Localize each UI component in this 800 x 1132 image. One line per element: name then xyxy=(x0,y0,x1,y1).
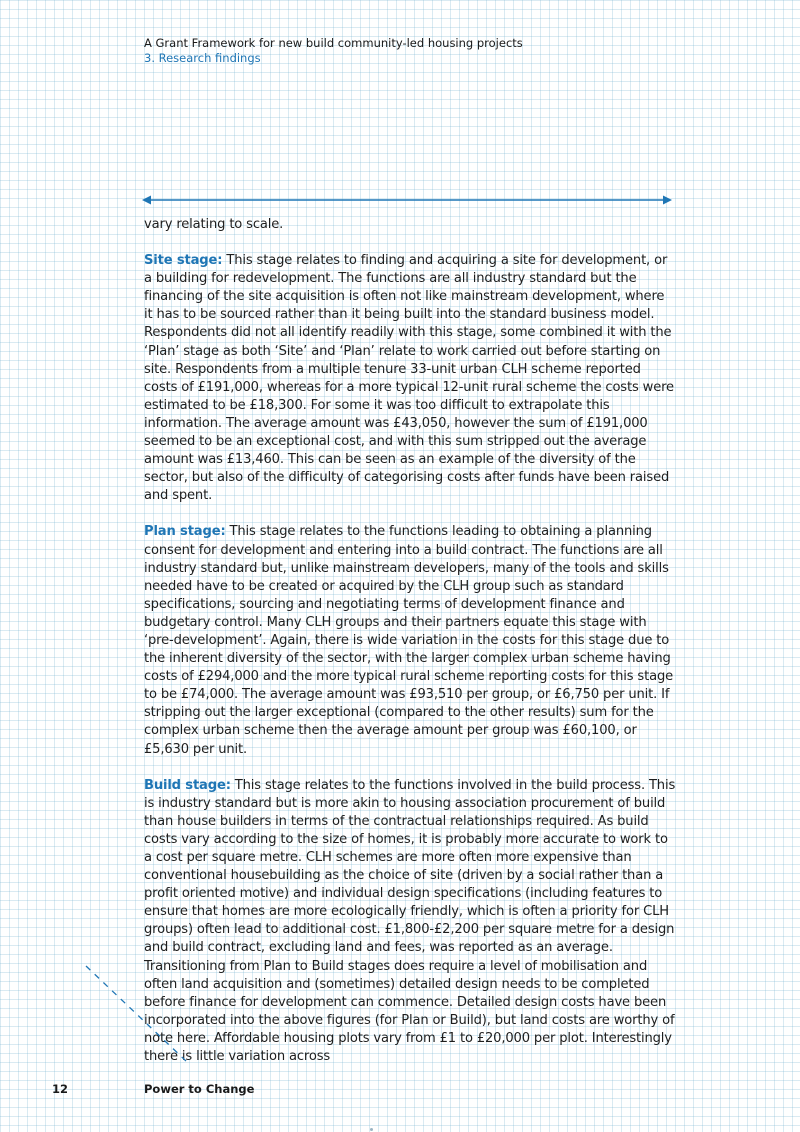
site-stage-text: This stage relates to finding and acquiring a site for development, or a building for redevelopment. The functions are all industry standard but the financing of the site acquisition is often not like mainstream development, where it has to be sourced rather than it being built into the standard business model. Respondents did not all identify readily with this stage, some combined it with the ‘Plan’ stage as both ‘Site’ and ‘Plan’ relate to work carried out before starting on site. Respondents from a multiple tenure 33-unit urban CLH scheme reported costs of £191,000, whereas for a more typical 12-unit rural scheme the costs were estimated to be £18,300. For some it was too difficult to extrapolate this information. The average amount was £43,050, however the sum of £191,000 seemed to be an exceptional cost, and with this sum stripped out the average amount was £13,460. This can be seen as an example of the diversity of the sector, but also of the difficulty of categorising costs after funds have been raised and spent. xyxy=(144,253,674,504)
page-marker-dot xyxy=(370,1128,373,1131)
plan-stage-paragraph xyxy=(144,523,676,758)
section-title: 3. Research findings xyxy=(144,51,261,65)
build-stage-paragraph xyxy=(144,777,676,1067)
diagonal-dashed-line xyxy=(84,964,194,1064)
plan-stage-text: This stage relates to the functions leading to obtaining a planning consent for development and entering into a build contract. The functions are all industry standard but, unlike mainstream developers, many of the tools and skills needed have to be created or acquired by the CLH group such as standard specifications, sourcing and negotiating terms of development finance and budgetary control. Many CLH groups and their partners equate this stage with ‘pre-development’. Again, there is wide variation in the costs for this stage due to the inherent diversity of the sector, with the larger complex urban scheme having costs of £294,000 and the more typical rural scheme reporting costs for this stage to be £74,000. The average amount was £93,510 per group, or £6,750 per unit. If stripping out the larger exceptional (compared to the other results) sum for the complex urban scheme then the average amount per group was £60,100, or £5,630 per unit. xyxy=(144,524,674,757)
page-number: 12 xyxy=(52,1082,69,1096)
document-title: A Grant Framework for new build community-led housing projects xyxy=(144,36,523,50)
plan-stage-heading: Plan stage: xyxy=(144,524,226,540)
build-stage-text: This stage relates to the functions involved in the build process. This is industry standard but is more akin to housing association procurement of build than house builders in terms of the contractual relationships required. As build costs vary according to the size of homes, it is probably more accurate to work to a cost per square metre. CLH schemes are more often more expensive than conventional housebuilding as the choice of site (driven by a social rather than a profit oriented motive) and individual design specifications (including features to ensure that homes are more ecologically friendly, which is often a priority for CLH groups) often lead to additional cost. £1,800-£2,200 per square metre for a design and build contract, excluding land and fees, was reported as an average. Transitioning from Plan to Build stages does require a level of mobilisation and often land acquisition and (sometimes) detailed design needs to be completed before finance for development can commence. Detailed design costs have been incorporated into the above figures (for Plan or Build), but land costs are worthy of note here. Affordable housing plots vary from £1 to £20,000 per plot. Interestingly there is little variation across xyxy=(144,777,676,1065)
site-stage-paragraph xyxy=(144,252,676,505)
footer-publication: Power to Change xyxy=(144,1082,255,1096)
intro-paragraph: vary relating to scale. xyxy=(144,217,284,232)
build-stage-heading: Build stage: xyxy=(144,777,231,793)
body-text xyxy=(144,216,676,1084)
double-arrow-rule xyxy=(142,193,672,207)
site-stage-heading: Site stage: xyxy=(144,253,223,269)
running-header xyxy=(144,36,523,66)
